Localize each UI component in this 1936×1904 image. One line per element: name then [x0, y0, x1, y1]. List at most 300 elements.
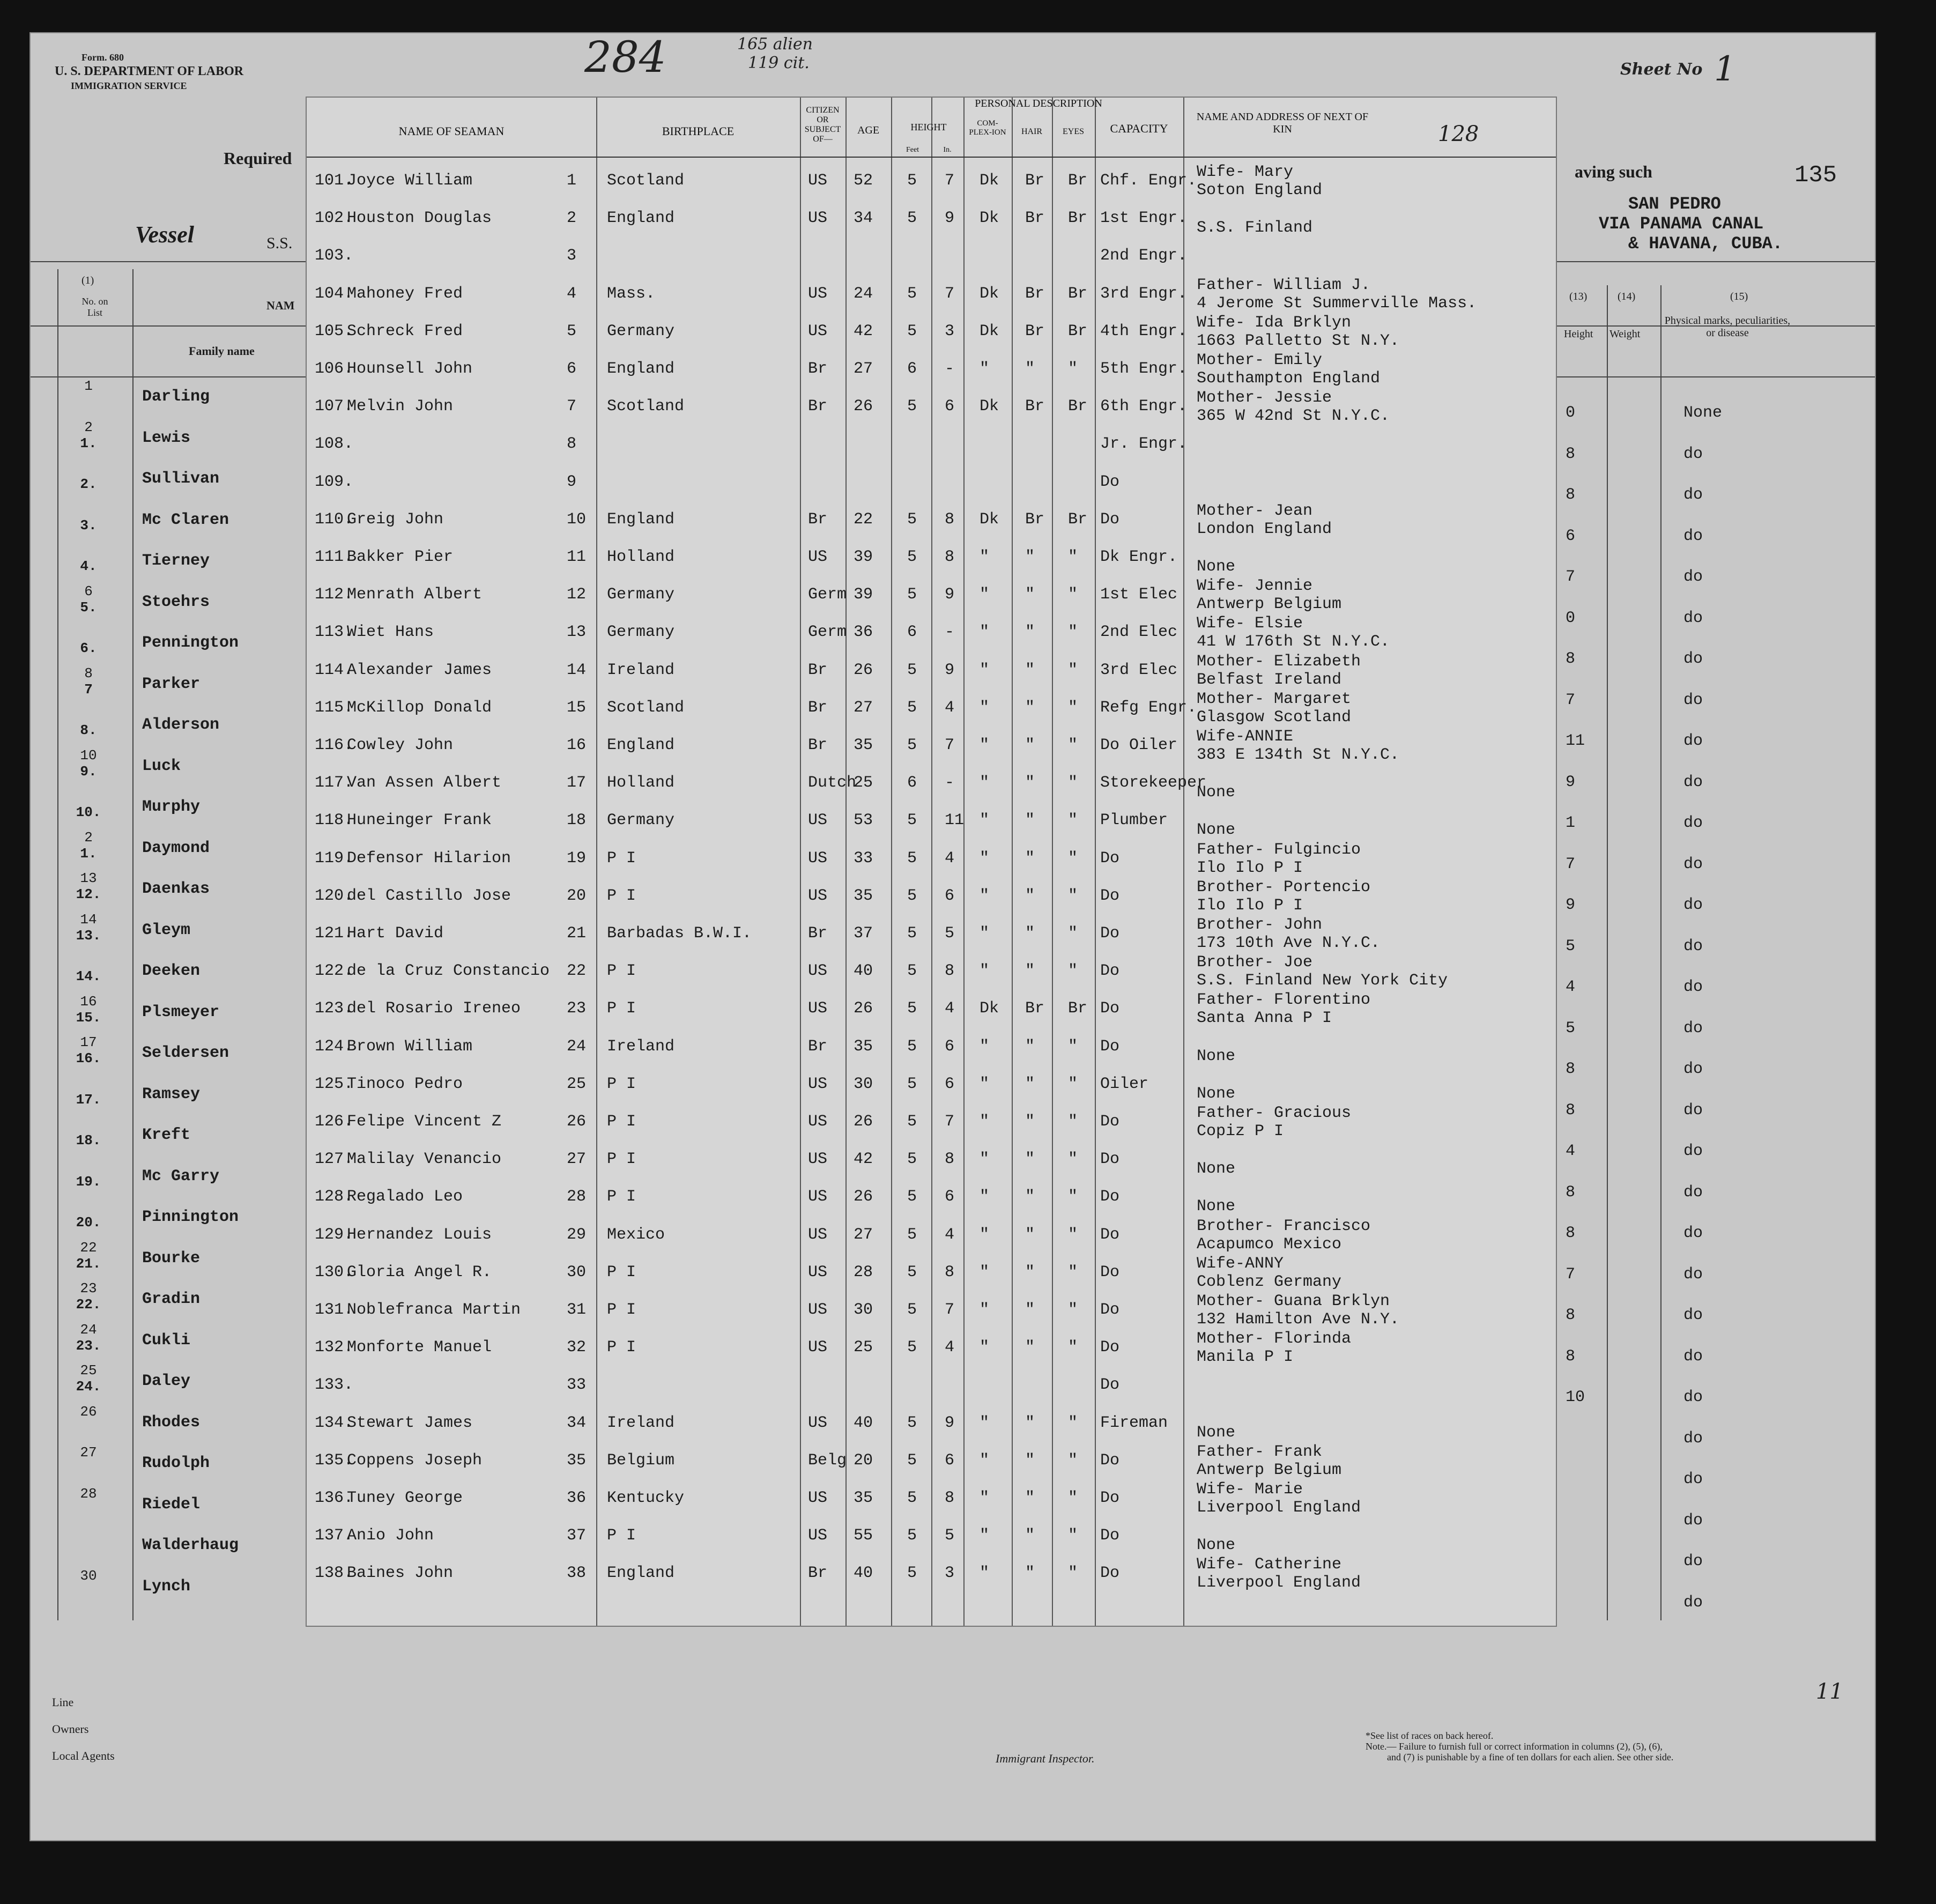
family-row-a: 28: [80, 1485, 97, 1502]
seaman-kin2: 4 Jerome St Summerville Mass.: [1197, 294, 1477, 313]
seaman-no: 136.: [315, 1489, 354, 1507]
seaman-in: 8: [945, 1263, 955, 1281]
seaman-in: 4: [945, 1338, 955, 1357]
seaman-cit: Br: [808, 1037, 828, 1056]
seaman-ft: 5: [907, 1263, 917, 1281]
seaman-in: 7: [945, 736, 955, 754]
seaman-cap: Do Oiler: [1100, 736, 1178, 754]
seaman-cap: Do: [1100, 1113, 1120, 1131]
seaman-hair: ": [1025, 962, 1035, 981]
physical-marks-row: [1549, 1302, 1871, 1339]
seaman-ft: 5: [907, 1113, 917, 1131]
seaman-kin1: Brother- Francisco: [1197, 1217, 1371, 1235]
capacity-header: CAPACITY: [1110, 122, 1168, 135]
seaman-cap: Do: [1100, 1338, 1120, 1357]
seaman-age: 25: [854, 1338, 873, 1357]
footer-owners-label: Owners: [52, 1722, 89, 1736]
seaman-row: [307, 1480, 1556, 1522]
physical-row-wt: 0: [1566, 609, 1576, 627]
seaman-idx: 37: [567, 1527, 587, 1545]
family-row-b: 13.: [76, 927, 101, 944]
family-row-a: 30: [80, 1567, 97, 1584]
seaman-kin2: None: [1197, 783, 1236, 802]
seaman-hair: Br: [1025, 322, 1045, 340]
seaman-cap: Do: [1100, 1150, 1120, 1169]
seaman-hair: Br: [1025, 397, 1045, 416]
family-name-row: [29, 1486, 308, 1523]
seaman-age: 34: [854, 209, 873, 228]
family-name-row: [29, 501, 308, 539]
height-header: Height: [1564, 328, 1593, 340]
seaman-cit: Germ: [808, 586, 847, 604]
seaman-age: 28: [854, 1263, 873, 1281]
seaman-no: 121.: [315, 924, 354, 943]
family-name-row: [29, 542, 308, 580]
seaman-ft: 5: [907, 1037, 917, 1056]
route-line-3: & HAVANA, CUBA.: [1628, 234, 1783, 254]
physical-row-pm: do: [1683, 568, 1703, 586]
seaman-hair: ": [1025, 924, 1035, 943]
seaman-no: 113.: [315, 623, 354, 642]
seaman-birth: Germany: [607, 623, 675, 642]
seaman-ft: 5: [907, 1188, 917, 1206]
immigrant-inspector-label: Immigrant Inspector.: [996, 1752, 1095, 1765]
physical-marks-row: [1549, 1179, 1871, 1217]
seaman-kin2: Belfast Ireland: [1197, 670, 1342, 689]
seaman-in: 4: [945, 999, 955, 1018]
family-row-fam: Kreft: [142, 1126, 191, 1144]
physical-row-pm: do: [1683, 896, 1703, 914]
footer-note-2: Note.— Failure to furnish full or correct information in columns (2), (5), (6),: [1366, 1741, 1663, 1752]
seaman-cap: Dk Engr.: [1100, 548, 1178, 566]
seaman-birth: P I: [607, 849, 636, 868]
seaman-in: 7: [945, 172, 955, 190]
footer-note-1: *See list of races on back hereof.: [1366, 1730, 1494, 1741]
family-row-b: 15.: [76, 1009, 101, 1026]
seaman-kin2: None: [1197, 1084, 1236, 1103]
family-row-fam: Daenkas: [142, 880, 210, 898]
seaman-hair: ": [1025, 849, 1035, 868]
seaman-birth: Mexico: [607, 1225, 665, 1244]
sheet-number: 1: [1714, 49, 1736, 89]
seaman-hair: ": [1025, 1263, 1035, 1281]
seaman-in: -: [945, 623, 955, 642]
seaman-birth: Scotland: [607, 172, 685, 190]
birthplace-header: BIRTHPLACE: [662, 124, 735, 138]
seaman-in: 6: [945, 886, 955, 905]
seaman-no: 119.: [315, 849, 354, 868]
seaman-in: 9: [945, 661, 955, 679]
family-name-row: [29, 665, 308, 703]
seaman-row: [307, 501, 1556, 544]
seaman-cap: 2nd Engr.: [1100, 247, 1188, 265]
seaman-in: 3: [945, 1564, 955, 1583]
physical-row-pm: do: [1683, 1429, 1703, 1448]
seaman-kin2: Ilo Ilo P I: [1197, 858, 1303, 877]
seaman-eyes: ": [1068, 1150, 1078, 1169]
seaman-cap: Oiler: [1100, 1075, 1149, 1093]
seaman-in: 5: [945, 1527, 955, 1545]
seaman-in: 8: [945, 1150, 955, 1169]
vessel-prefix: S.S.: [266, 234, 293, 252]
seaman-in: 6: [945, 1188, 955, 1206]
family-row-b: 2.: [80, 476, 97, 492]
physical-row-pm: do: [1683, 1552, 1703, 1570]
header-rule: [307, 157, 1556, 158]
seaman-comp: ": [980, 1564, 990, 1583]
route-block: [1599, 194, 1783, 254]
seaman-idx: 29: [567, 1225, 587, 1244]
seaman-name: Schreck Fred: [347, 322, 463, 340]
seaman-no: 128.: [315, 1188, 354, 1206]
seaman-birth: P I: [607, 1075, 636, 1093]
physical-row-wt: 6: [1566, 527, 1576, 545]
family-name-row: [29, 1076, 308, 1113]
seaman-kin2: London England: [1197, 520, 1332, 538]
physical-row-pm: do: [1683, 978, 1703, 996]
seaman-no: 112.: [315, 586, 354, 604]
seaman-cit: Dutch: [808, 774, 857, 792]
seaman-birth: Scotland: [607, 397, 685, 416]
seaman-cit: Br: [808, 698, 828, 717]
seaman-age: 35: [854, 736, 873, 754]
seaman-row: [307, 769, 1556, 807]
seaman-in: 5: [945, 924, 955, 943]
seaman-ft: 5: [907, 849, 917, 868]
physical-marks-row: [1549, 481, 1871, 519]
seaman-birth: Scotland: [607, 698, 685, 717]
seaman-name: Huneinger Frank: [347, 811, 492, 830]
seaman-comp: ": [980, 1413, 990, 1432]
seaman-kin2: Liverpool England: [1197, 1499, 1361, 1517]
family-row-fam: Plsmeyer: [142, 1003, 220, 1021]
seaman-age: 27: [854, 698, 873, 717]
seaman-name: Greig John: [347, 510, 444, 529]
seaman-row: [307, 1033, 1556, 1071]
seaman-row: [307, 728, 1556, 769]
seaman-cit: US: [808, 284, 828, 303]
seaman-kin2: Ilo Ilo P I: [1197, 896, 1303, 915]
seaman-name: Coppens Joseph: [347, 1451, 483, 1470]
seaman-no: 102.: [315, 209, 354, 228]
seaman-row: [307, 1104, 1556, 1146]
seaman-row: [307, 544, 1556, 581]
family-name-row: [29, 788, 308, 826]
family-row-fam: Darling: [142, 388, 210, 406]
seaman-row: [307, 389, 1556, 431]
seaman-row: [307, 991, 1556, 1033]
seaman-kin2: None: [1197, 1536, 1236, 1555]
seaman-no: 134.: [315, 1413, 354, 1432]
family-name-row: [29, 583, 308, 621]
seaman-ft: 5: [907, 209, 917, 228]
seaman-no: 115.: [315, 698, 354, 717]
seaman-row: [307, 1555, 1556, 1597]
seaman-kin2: Acapumco Mexico: [1197, 1235, 1342, 1254]
seaman-no: 108.: [315, 435, 354, 454]
seaman-birth: Germany: [607, 811, 675, 830]
seaman-no: 133.: [315, 1376, 354, 1395]
seaman-cap: Do: [1100, 1564, 1120, 1583]
seaman-name: Melvin John: [347, 397, 454, 416]
seaman-age: 27: [854, 360, 873, 378]
seaman-idx: 15: [567, 698, 587, 717]
family-name-row: [29, 1198, 308, 1236]
physical-row-pm: do: [1683, 1101, 1703, 1120]
seaman-age: 39: [854, 586, 873, 604]
family-name-row: [29, 419, 308, 457]
seaman-in: 4: [945, 849, 955, 868]
seaman-in: 9: [945, 586, 955, 604]
physical-row-wt: 8: [1566, 486, 1576, 504]
family-row-b: 12.: [76, 886, 101, 902]
family-row-fam: Daley: [142, 1372, 191, 1390]
seaman-in: 9: [945, 1413, 955, 1432]
family-name-row: [29, 829, 308, 867]
route-line-1: SAN PEDRO: [1628, 194, 1721, 214]
seaman-in: 8: [945, 962, 955, 981]
seaman-in: 4: [945, 1225, 955, 1244]
seaman-birth: P I: [607, 1338, 636, 1357]
seaman-cap: Do: [1100, 1188, 1120, 1206]
seaman-row: [307, 1071, 1556, 1108]
family-row-fam: Seldersen: [142, 1044, 229, 1062]
seaman-comp: ": [980, 586, 990, 604]
seaman-hair: ": [1025, 586, 1035, 604]
family-row-fam: Bourke: [142, 1249, 201, 1268]
family-name-header: Family name: [189, 344, 255, 358]
physical-marks-row: [1549, 1548, 1871, 1586]
seaman-kin2: S.S. Finland: [1197, 219, 1313, 238]
seaman-cit: Germ: [808, 623, 847, 642]
seaman-cap: Jr. Engr.: [1100, 435, 1188, 454]
seaman-kin2: 41 W 176th St N.Y.C.: [1197, 633, 1390, 651]
seaman-eyes: ": [1068, 1413, 1078, 1432]
seaman-eyes: Br: [1068, 999, 1088, 1018]
seaman-ft: 5: [907, 886, 917, 905]
seaman-idx: 19: [567, 849, 587, 868]
seaman-in: 9: [945, 209, 955, 228]
seaman-cit: US: [808, 209, 828, 228]
seaman-idx: 20: [567, 886, 587, 905]
seaman-kin2: Antwerp Belgium: [1197, 1461, 1342, 1479]
seaman-row: [307, 1372, 1556, 1409]
seaman-comp: ": [980, 811, 990, 830]
seaman-birth: Belgium: [607, 1451, 675, 1470]
page-stamp: 135: [1794, 162, 1837, 189]
handwritten-manifest-number: 284: [584, 32, 666, 82]
seaman-kin2: Antwerp Belgium: [1197, 595, 1342, 614]
seaman-eyes: ": [1068, 924, 1078, 943]
seaman-idx: 5: [567, 322, 577, 340]
seaman-kin1: Father- Frank: [1197, 1442, 1323, 1461]
seaman-comp: ": [980, 1150, 990, 1169]
seaman-eyes: ": [1068, 1037, 1078, 1056]
seaman-birth: Barbadas B.W.I.: [607, 924, 752, 943]
seaman-hair: ": [1025, 811, 1035, 830]
family-row-a: 24: [80, 1321, 97, 1338]
seaman-no: 117.: [315, 774, 354, 792]
seaman-hair: ": [1025, 1225, 1035, 1244]
physical-marks-row: [1549, 1138, 1871, 1175]
seaman-kin1: Wife- Mary: [1197, 163, 1294, 181]
seaman-age: 26: [854, 999, 873, 1018]
seaman-comp: ": [980, 548, 990, 566]
seaman-ft: 5: [907, 586, 917, 604]
seaman-cit: Br: [808, 924, 828, 943]
family-row-fam: Mc Claren: [142, 510, 229, 529]
seaman-comp: ": [980, 1075, 990, 1093]
seaman-kin2: None: [1197, 1197, 1236, 1216]
family-row-b: 19.: [76, 1173, 101, 1190]
physical-row-pm: do: [1683, 650, 1703, 668]
seaman-age: 27: [854, 1225, 873, 1244]
family-row-fam: Tierney: [142, 552, 210, 570]
seaman-birth: Ireland: [607, 1037, 675, 1056]
seaman-idx: 36: [567, 1489, 587, 1507]
seaman-comp: ": [980, 698, 990, 717]
physical-marks-row: [1549, 1384, 1871, 1421]
family-row-a: 17: [80, 1034, 97, 1050]
seaman-ft: 5: [907, 1527, 917, 1545]
seaman-eyes: Br: [1068, 397, 1088, 416]
seaman-no: 104.: [315, 284, 354, 303]
seaman-ft: 5: [907, 1451, 917, 1470]
seaman-eyes: ": [1068, 623, 1078, 642]
seaman-kin2: Liverpool England: [1197, 1574, 1361, 1592]
seaman-comp: ": [980, 623, 990, 642]
seaman-age: 26: [854, 397, 873, 416]
family-row-fam: Mc Garry: [142, 1167, 220, 1186]
seaman-cit: US: [808, 999, 828, 1018]
seaman-kin2: 173 10th Ave N.Y.C.: [1197, 934, 1381, 952]
seaman-cit: Br: [808, 661, 828, 679]
seaman-idx: 14: [567, 661, 587, 679]
seaman-hair: ": [1025, 774, 1035, 792]
family-row-fam: Riedel: [142, 1495, 201, 1514]
seaman-birth: P I: [607, 1301, 636, 1319]
seaman-idx: 26: [567, 1113, 587, 1131]
seaman-no: 137.: [315, 1527, 354, 1545]
seaman-kin1: Father- William J.: [1197, 276, 1371, 294]
seaman-name: Monforte Manuel: [347, 1338, 492, 1357]
physical-row-wt: 8: [1566, 1183, 1576, 1202]
physical-row-pm: do: [1683, 1347, 1703, 1366]
seaman-idx: 31: [567, 1301, 587, 1319]
seaman-eyes: ": [1068, 1527, 1078, 1545]
seaman-no: 125.: [315, 1075, 354, 1093]
seaman-no: 106.: [315, 360, 354, 378]
seaman-row: [307, 807, 1556, 844]
age-header: AGE: [857, 124, 880, 136]
family-row-a: 27: [80, 1444, 97, 1461]
seaman-kin1: Wife- Ida Brklyn: [1197, 313, 1352, 332]
physical-row-pm: do: [1683, 1019, 1703, 1038]
seaman-ft: 5: [907, 962, 917, 981]
family-row-fam: Murphy: [142, 798, 201, 816]
seaman-eyes: ": [1068, 1113, 1078, 1131]
seaman-age: 55: [854, 1527, 873, 1545]
seaman-comp: ": [980, 774, 990, 792]
seaman-cap: Do: [1100, 1489, 1120, 1507]
physical-row-wt: 9: [1566, 773, 1576, 791]
family-row-b: 6.: [80, 640, 97, 656]
family-name-row: [29, 1404, 308, 1441]
seaman-birth: Ireland: [607, 1413, 675, 1432]
family-row-fam: Ramsey: [142, 1085, 201, 1103]
seaman-cit: US: [808, 811, 828, 830]
seaman-eyes: ": [1068, 1564, 1078, 1583]
physical-row-pm: do: [1683, 773, 1703, 791]
seaman-kin2: Copiz P I: [1197, 1122, 1284, 1140]
footer-agents-label: Local Agents: [52, 1749, 115, 1762]
seaman-ft: 5: [907, 924, 917, 943]
hair-subheader: HAIR: [1021, 127, 1043, 136]
seaman-birth: Germany: [607, 322, 675, 340]
physical-row-wt: 9: [1566, 896, 1576, 914]
seaman-kin2: Santa Anna P I: [1197, 1009, 1332, 1028]
handwritten-alien-count: 165 alien: [737, 35, 813, 54]
physical-marks-row: [1549, 399, 1871, 437]
seaman-comp: ": [980, 1527, 990, 1545]
family-row-fam: Parker: [142, 675, 201, 693]
seaman-row: [307, 878, 1556, 920]
seaman-cap: Do: [1100, 924, 1120, 943]
seaman-ft: 5: [907, 510, 917, 529]
seaman-kin1: Father- Fulgincio: [1197, 840, 1361, 859]
physical-marks-row: [1549, 974, 1871, 1011]
family-row-b: 1.: [80, 845, 97, 862]
seaman-cap: Do: [1100, 1451, 1120, 1470]
seaman-birth: Germany: [607, 586, 675, 604]
seaman-hair: ": [1025, 1188, 1035, 1206]
seaman-comp: ": [980, 360, 990, 378]
seaman-in: 11: [945, 811, 965, 830]
seaman-ft: 5: [907, 1225, 917, 1244]
family-row-a: 1: [84, 378, 93, 394]
family-row-a: 8: [84, 665, 93, 681]
physical-row-pm: do: [1683, 691, 1703, 709]
seaman-name: Joyce William: [347, 172, 473, 190]
seaman-kin1: Wife- Elsie: [1197, 614, 1303, 633]
eyes-subheader: EYES: [1063, 127, 1084, 136]
seaman-age: 33: [854, 849, 873, 868]
seaman-idx: 10: [567, 510, 587, 529]
seaman-birth: Holland: [607, 548, 675, 566]
seaman-in: 6: [945, 1037, 955, 1056]
seaman-comp: ": [980, 1188, 990, 1206]
seaman-age: 25: [854, 774, 873, 792]
route-line-2: VIA PANAMA CANAL: [1599, 214, 1764, 234]
seaman-row: [307, 1522, 1556, 1560]
seaman-name: McKillop Donald: [347, 698, 492, 717]
family-row-b: 14.: [76, 968, 101, 984]
family-row-fam: Gleym: [142, 921, 191, 939]
family-row-fam: Pinnington: [142, 1208, 239, 1226]
seaman-ft: 5: [907, 698, 917, 717]
seaman-cap: Do: [1100, 999, 1120, 1018]
family-row-b: 23.: [76, 1337, 101, 1354]
seaman-no: 131.: [315, 1301, 354, 1319]
seaman-eyes: ": [1068, 586, 1078, 604]
seaman-age: 39: [854, 548, 873, 566]
seaman-kin1: Mother- Emily: [1197, 351, 1323, 369]
family-row-b: 5.: [80, 599, 97, 616]
physical-row-pm: do: [1683, 1470, 1703, 1488]
family-row-fam: Rhodes: [142, 1413, 201, 1432]
seaman-in: 7: [945, 1301, 955, 1319]
seaman-name: Defensor Hilarion: [347, 849, 511, 868]
